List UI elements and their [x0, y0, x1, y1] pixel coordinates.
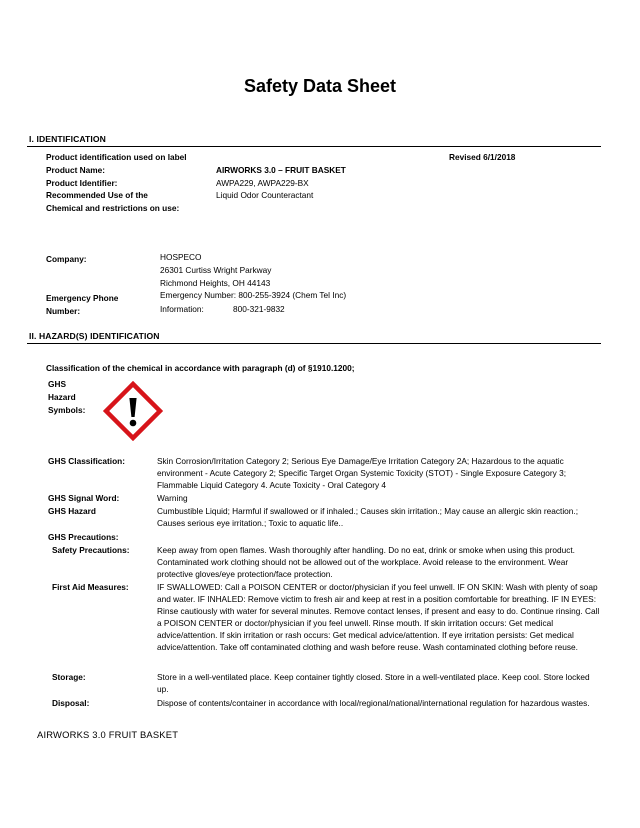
exclamation-mark-pictogram-icon [103, 381, 163, 441]
product-name-value: AIRWORKS 3.0 – FRUIT BASKET [216, 165, 346, 175]
first-aid-value: IF SWALLOWED: Call a POISON CENTER or doctor/physician if you feel unwell. IF ON SKIN: Wash with plenty of soap and water. IF INHALED: Remove victim to fresh air and keep at rest in a position comfortable for breathing. IF IN EYES: Rinse cautiously with water for several minutes. Remove contact lenses, if present and easy to do. Continue rinsing. Call a POISON CENTER or doctor/physician if you feel unwell. Rinse mouth. If skin irritation occurs: Get medical advice/attention. If skin irritation or rash occurs: Get medical advice/attention. If eye irritation persists: Get medical advice/attention. Take off contaminated clothing and wash before reuse. Wash contaminated clothing before reuse. [157, 582, 600, 653]
storage-value: Store in a well-ventilated place. Keep container tightly closed. Store in a well-ventilated place. Keep cool. Store locked up. [157, 672, 590, 695]
ghs-hazard-value: Cumbustible Liquid; Harmful if swallowed or if inhaled.; Causes skin irritation.; May cause an allergic skin reaction.; Causes serious eye irritation.; Toxic to aquatic life.. [157, 506, 579, 529]
signal-word-value: Warning [157, 493, 188, 503]
ghs-symbols-label-cont: Symbols: [48, 405, 86, 415]
safety-precautions-value: Keep away from open flames. Wash thoroughly after handling. Do no eat, drink or smoke when using this product. Contaminated work clothing should not be allowed out of the workplace. Avoid release to the environment. Wear protective gloves/eye protection/face protection. [157, 545, 575, 580]
document-footer: AIRWORKS 3.0 FRUIT BASKET [37, 729, 179, 740]
signal-word-label: GHS Signal Word: [48, 493, 120, 503]
section-divider [27, 343, 601, 344]
emergency-phone-label-cont: Number: [46, 306, 81, 316]
first-aid-label: First Aid Measures: [52, 582, 129, 592]
product-id-label: Product identification used on label [46, 152, 187, 162]
ghs-precautions-label: GHS Precautions: [48, 532, 119, 542]
emergency-phone-label: Emergency Phone [46, 293, 119, 303]
ghs-symbols-label: GHS [48, 379, 66, 389]
section-heading-identification: I. IDENTIFICATION [29, 134, 106, 144]
ghs-symbols-label-cont: Hazard [48, 392, 76, 402]
recommended-use-label-cont: Chemical and restrictions on use: [46, 203, 180, 213]
company-name: HOSPECO [160, 252, 202, 262]
revised-date: Revised 6/1/2018 [449, 152, 516, 162]
disposal-value: Dispose of contents/container in accordance with local/regional/national/international regulation for hazardous wastes. [157, 698, 590, 708]
classification-intro: Classification of the chemical in accordance with paragraph (d) of §1910.1200; [46, 363, 355, 373]
safety-precautions-label: Safety Precautions: [52, 545, 130, 555]
information-number: 800-321-9832 [233, 304, 285, 314]
product-name-label: Product Name: [46, 165, 106, 175]
company-address-line1: 26301 Curtiss Wright Parkway [160, 265, 272, 275]
page-title: Safety Data Sheet [243, 76, 397, 96]
ghs-hazard-label: GHS Hazard [48, 506, 96, 516]
product-identifier-value: AWPA229, AWPA229-BX [216, 178, 309, 188]
ghs-classification-value: Skin Corrosion/Irritation Category 2; Serious Eye Damage/Eye Irritation Category 2A; Hazardous to the aquatic environment - Acute Category 2; Specific Target Organ Systemic Toxicity (STOT) - Single Exposure Category 3; Flammable Liquid Category 4. Acute Toxicity - Oral Category 4 [157, 456, 567, 491]
information-label: Information: [160, 304, 204, 314]
emergency-number: Emergency Number: 800-255-3924 (Chem Tel Inc) [160, 290, 347, 300]
storage-label: Storage: [52, 672, 86, 682]
product-identifier-label: Product Identifier: [46, 178, 118, 188]
company-address-line2: Richmond Heights, OH 44143 [160, 278, 271, 288]
recommended-use-value: Liquid Odor Counteractant [216, 190, 314, 200]
disposal-label: Disposal: [52, 698, 90, 708]
ghs-classification-label: GHS Classification: [48, 456, 125, 466]
recommended-use-label: Recommended Use of the [46, 190, 148, 200]
section-divider [27, 146, 601, 147]
section-heading-hazard: II. HAZARD(S) IDENTIFICATION [29, 331, 160, 341]
company-label: Company: [46, 254, 87, 264]
